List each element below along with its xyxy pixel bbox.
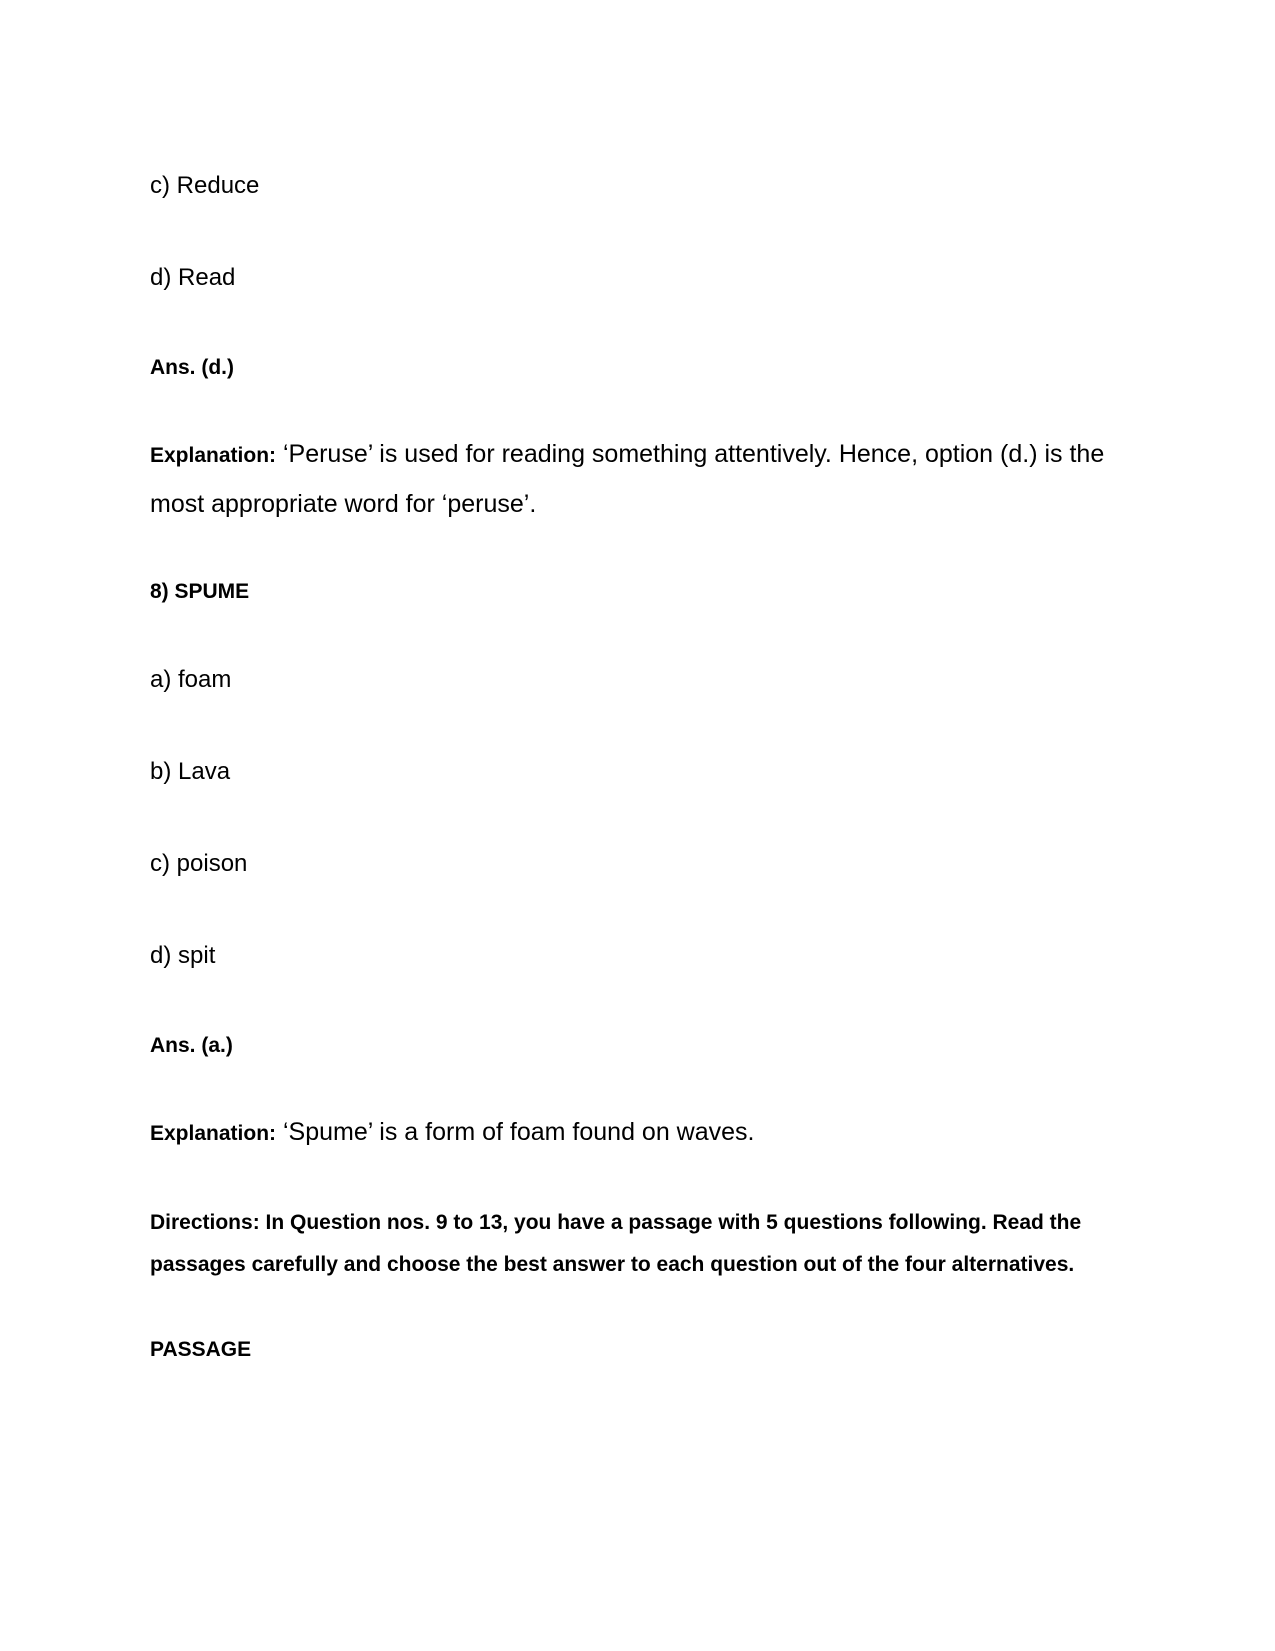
- explanation-label: Explanation:: [150, 1122, 277, 1145]
- explanation-label: Explanation:: [150, 444, 277, 467]
- option-c: c) poison: [150, 850, 248, 877]
- answer-label: Ans. (d.): [150, 356, 234, 379]
- passage-heading: PASSAGE: [150, 1338, 252, 1361]
- answer-label: Ans. (a.): [150, 1034, 233, 1057]
- option-d-read: d) Read: [150, 264, 236, 291]
- option-b: b) Lava: [150, 758, 231, 785]
- explanation-text: ‘Peruse’ is used for reading something attentively. Hence, option (d.) is the: [282, 440, 1105, 468]
- explanation-text-cont: most appropriate word for ‘peruse’.: [150, 490, 537, 518]
- explanation-spume: [150, 1108, 1130, 1158]
- option-c-reduce: c) Reduce: [150, 172, 260, 199]
- explanation-peruse: [150, 430, 1130, 528]
- directions-line-2: passages carefully and choose the best answer to each question out of the four alternatives.: [150, 1253, 1075, 1276]
- directions-line-1: Directions: In Question nos. 9 to 13, you have a passage with 5 questions following. Read the: [150, 1211, 1082, 1234]
- question-title: 8) SPUME: [150, 580, 250, 603]
- directions: [150, 1202, 1130, 1286]
- option-a: a) foam: [150, 666, 232, 693]
- option-d: d) spit: [150, 942, 216, 969]
- explanation-text: ‘Spume’ is a form of foam found on waves.: [276, 1118, 755, 1146]
